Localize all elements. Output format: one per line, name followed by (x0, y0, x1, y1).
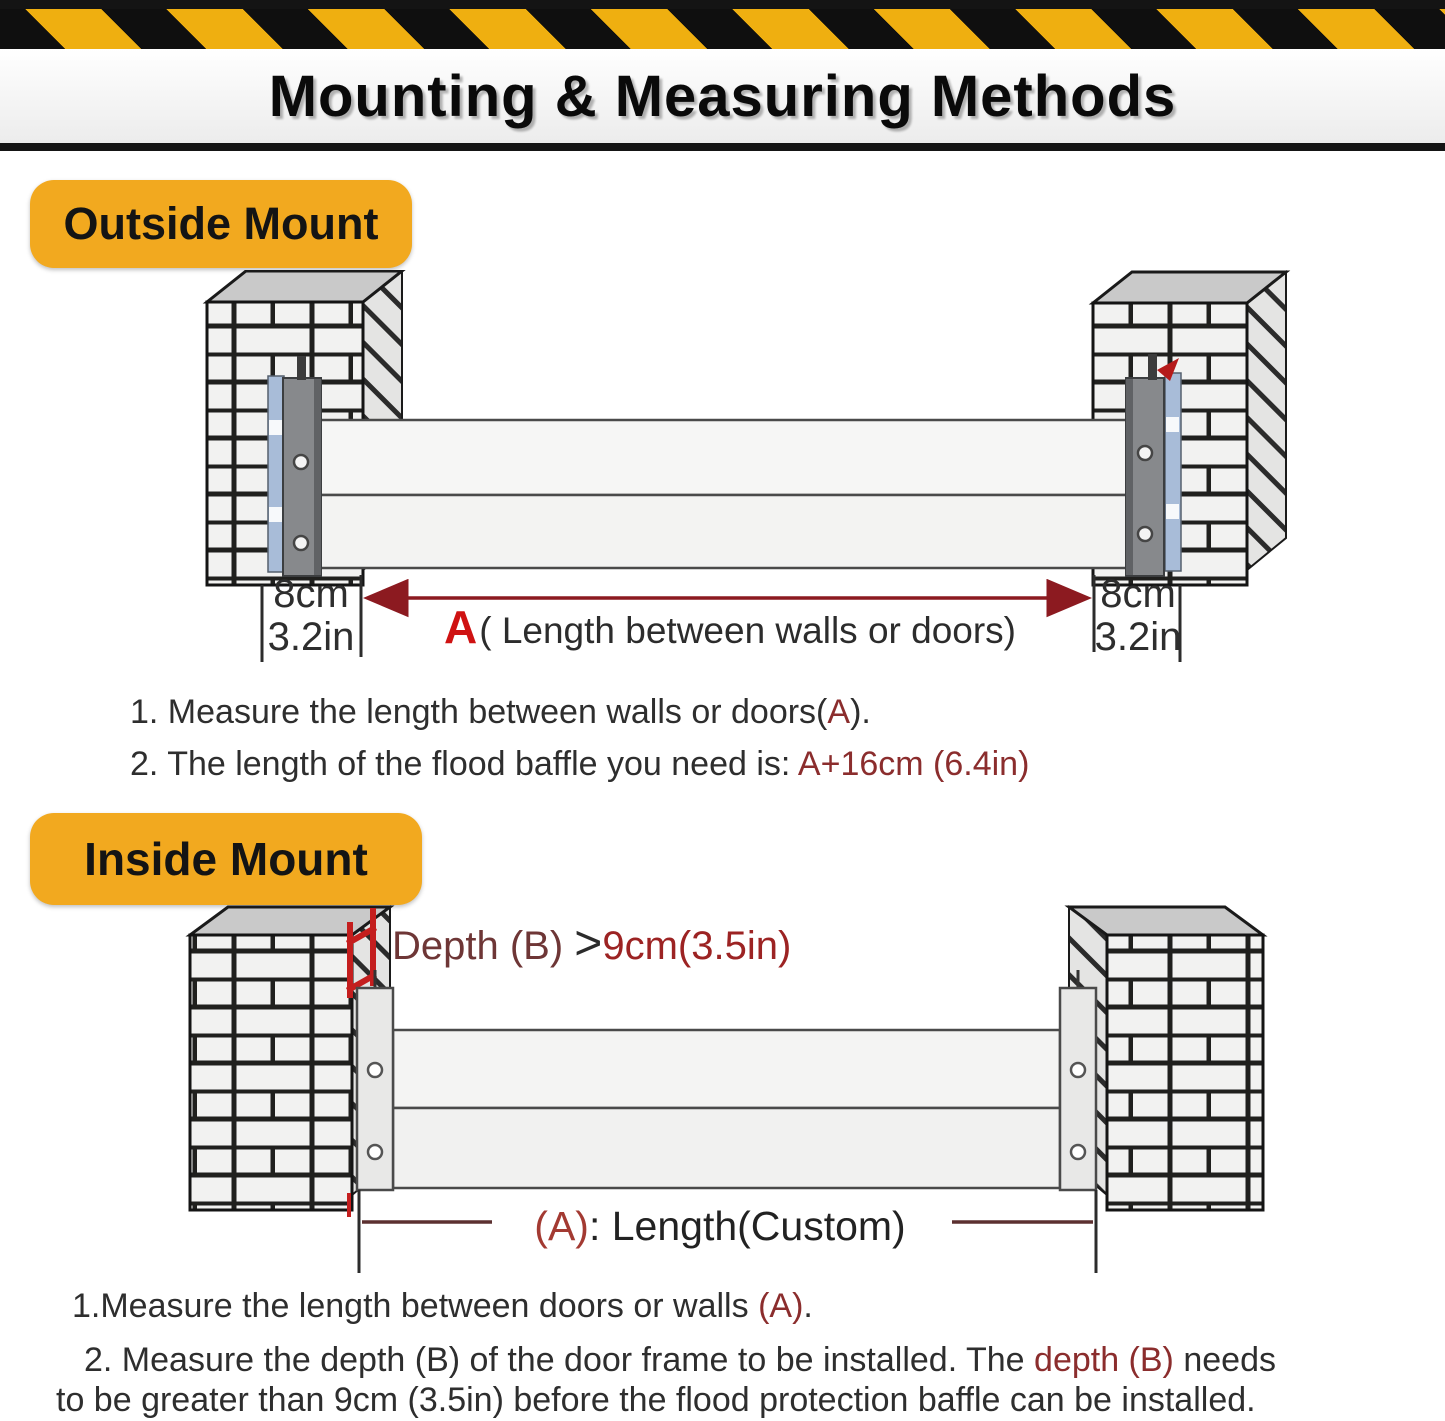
left-pillar-front-face (190, 935, 352, 1210)
left-anchor-pin (297, 356, 306, 380)
screw-hole (1071, 1063, 1085, 1077)
screw-hole (1071, 1145, 1085, 1159)
inside-step-2: 2. Measure the depth (B) of the door frame to be installed. The depth (B) needs (84, 1341, 1276, 1379)
span-letter-a: A (443, 601, 478, 653)
screw-hole (368, 1063, 382, 1077)
page-title: Mounting & Measuring Methods (268, 63, 1177, 129)
flood-barrier-boards (320, 420, 1140, 568)
outside-step-2: 2. The length of the flood baffle you need is: A+16cm (6.4in) (130, 745, 1030, 783)
screw-hole (294, 455, 308, 469)
outside-mount-steps (130, 692, 1029, 796)
inside-step-1: 1.Measure the length between doors or walls (A). (72, 1287, 813, 1325)
left-channel-bracket (283, 356, 321, 576)
flood-barrier-boards (393, 1030, 1060, 1188)
barrier-board-bottom (393, 1108, 1060, 1188)
barrier-board-bottom (320, 495, 1140, 568)
screw-hole (294, 536, 308, 550)
right-pillar-side-face (1247, 272, 1286, 570)
barrier-board-top (320, 420, 1140, 495)
right-anchor-pin (1148, 354, 1157, 380)
title-band (0, 49, 1445, 151)
right-seal-rail (1165, 373, 1181, 571)
outside-mount-badge: Outside Mount (30, 180, 412, 268)
screw-hole (1138, 446, 1152, 460)
screw-hole (1138, 527, 1152, 541)
left-offset-inch: 3.2in (267, 615, 355, 659)
right-offset-cm: 8cm (1100, 572, 1176, 616)
right-brick-pillar (1069, 907, 1263, 1210)
right-mounting-plate (1060, 970, 1096, 1190)
inside-mount-badge: Inside Mount (30, 813, 422, 905)
left-offset-cm: 8cm (273, 572, 349, 616)
inside-step-2-continued: to be greater than 9cm (3.5in) before the flood protection baffle can be installed. (56, 1381, 1256, 1419)
greater-than-symbol: > (574, 917, 603, 970)
screw-hole (368, 1145, 382, 1159)
outside-step-1: 1. Measure the length between walls or doors(A). (130, 693, 871, 731)
left-pillar-top-face (190, 907, 390, 935)
tape-top-line (0, 0, 1445, 9)
barrier-board-top (393, 1030, 1060, 1108)
span-length-label: A( Length between walls or doors) (443, 601, 1017, 653)
depth-requirement-label: Depth (B) >9cm(3.5in) (392, 917, 792, 970)
custom-length-label: (A): Length(Custom) (534, 1203, 906, 1249)
hazard-stripe-banner (0, 9, 1445, 49)
right-pillar-front-face (1107, 935, 1263, 1210)
right-offset-inch: 3.2in (1094, 615, 1182, 659)
left-seal-rail (268, 376, 284, 572)
